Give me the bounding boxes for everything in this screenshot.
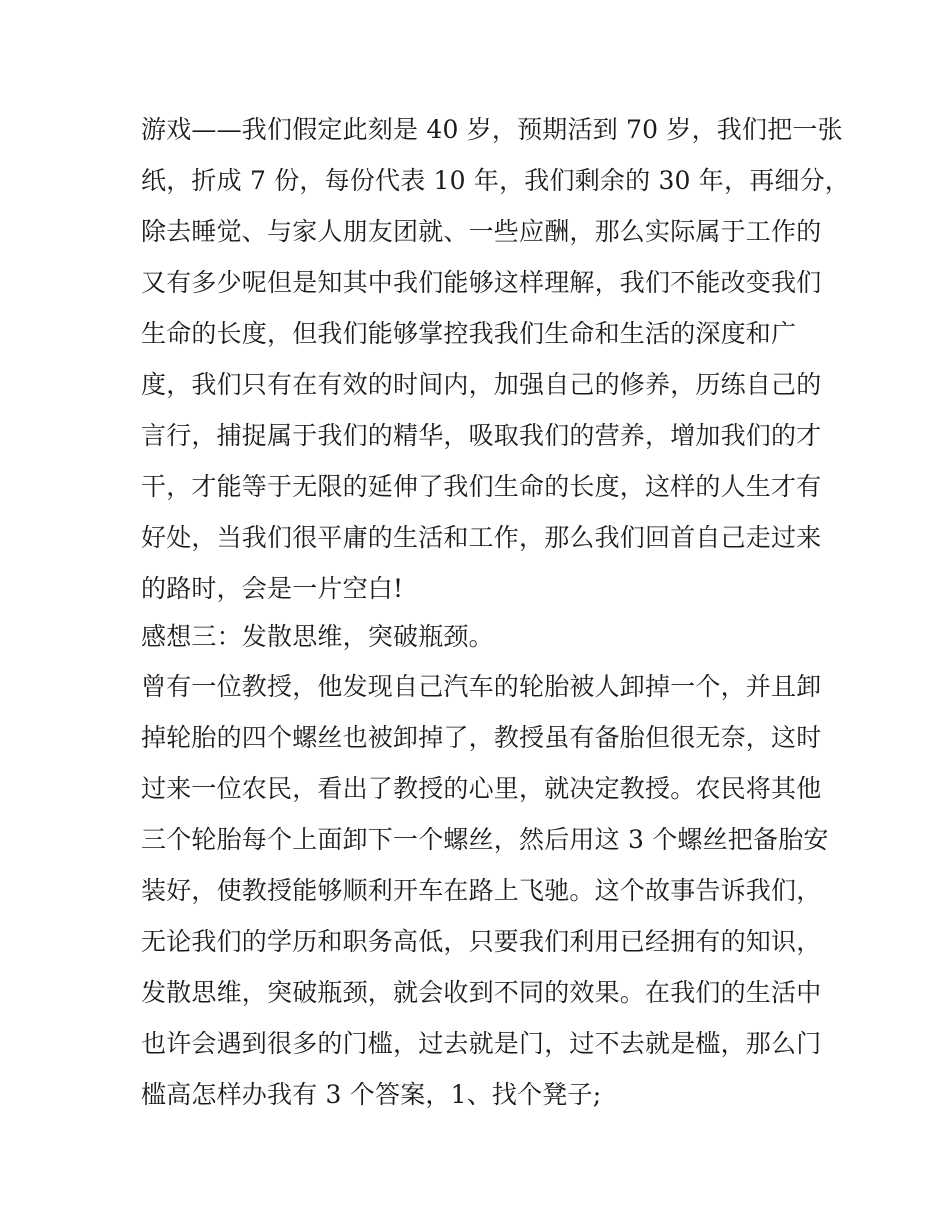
text-line: 度，我们只有在有效的时间内，加强自己的修养，历练自己的 xyxy=(141,370,822,399)
text-line: 言行，捕捉属于我们的精华，吸取我们的营养，增加我们的才 xyxy=(141,421,822,450)
text-line: 又有多少呢但是知其中我们能够这样理解，我们不能改变我们 xyxy=(141,268,822,297)
text-line: 的路时，会是一片空白! xyxy=(141,574,404,603)
text-line: 发散思维，突破瓶颈，就会收到不同的效果。在我们的生活中 xyxy=(141,978,822,1007)
text-line: 过来一位农民，看出了教授的心里，就决定教授。农民将其他 xyxy=(141,774,822,803)
text-line: 曾有一位教授，他发现自己汽车的轮胎被人卸掉一个，并且卸 xyxy=(141,672,822,701)
text-line: 好处，当我们很平庸的生活和工作，那么我们回首自己走过来 xyxy=(141,523,822,552)
text-line: 游戏——我们假定此刻是 40 岁，预期活到 70 岁，我们把一张 xyxy=(141,115,843,144)
section-heading: 感想三：发散思维，突破瓶颈。 xyxy=(141,622,494,651)
text-line: 除去睡觉、与家人朋友团就、一些应酬，那么实际属于工作的 xyxy=(141,217,822,246)
text-line: 干，才能等于无限的延伸了我们生命的长度，这样的人生才有 xyxy=(141,472,822,501)
text-line: 纸，折成 7 份，每份代表 10 年，我们剩余的 30 年，再细分， xyxy=(141,166,851,195)
text-line: 装好，使教授能够顺利开车在路上飞驰。这个故事告诉我们， xyxy=(141,876,822,905)
text-line: 无论我们的学历和职务高低，只要我们利用已经拥有的知识， xyxy=(141,927,822,956)
text-line: 掉轮胎的四个螺丝也被卸掉了，教授虽有备胎但很无奈，这时 xyxy=(141,723,822,752)
text-line: 也许会遇到很多的门槛，过去就是门，过不去就是槛，那么门 xyxy=(141,1029,822,1058)
text-line: 生命的长度，但我们能够掌控我我们生命和生活的深度和广 xyxy=(141,319,797,348)
text-line: 槛高怎样办我有 3 个答案，1、找个凳子; xyxy=(141,1080,602,1109)
text-line: 三个轮胎每个上面卸下一个螺丝，然后用这 3 个螺丝把备胎安 xyxy=(141,825,829,854)
